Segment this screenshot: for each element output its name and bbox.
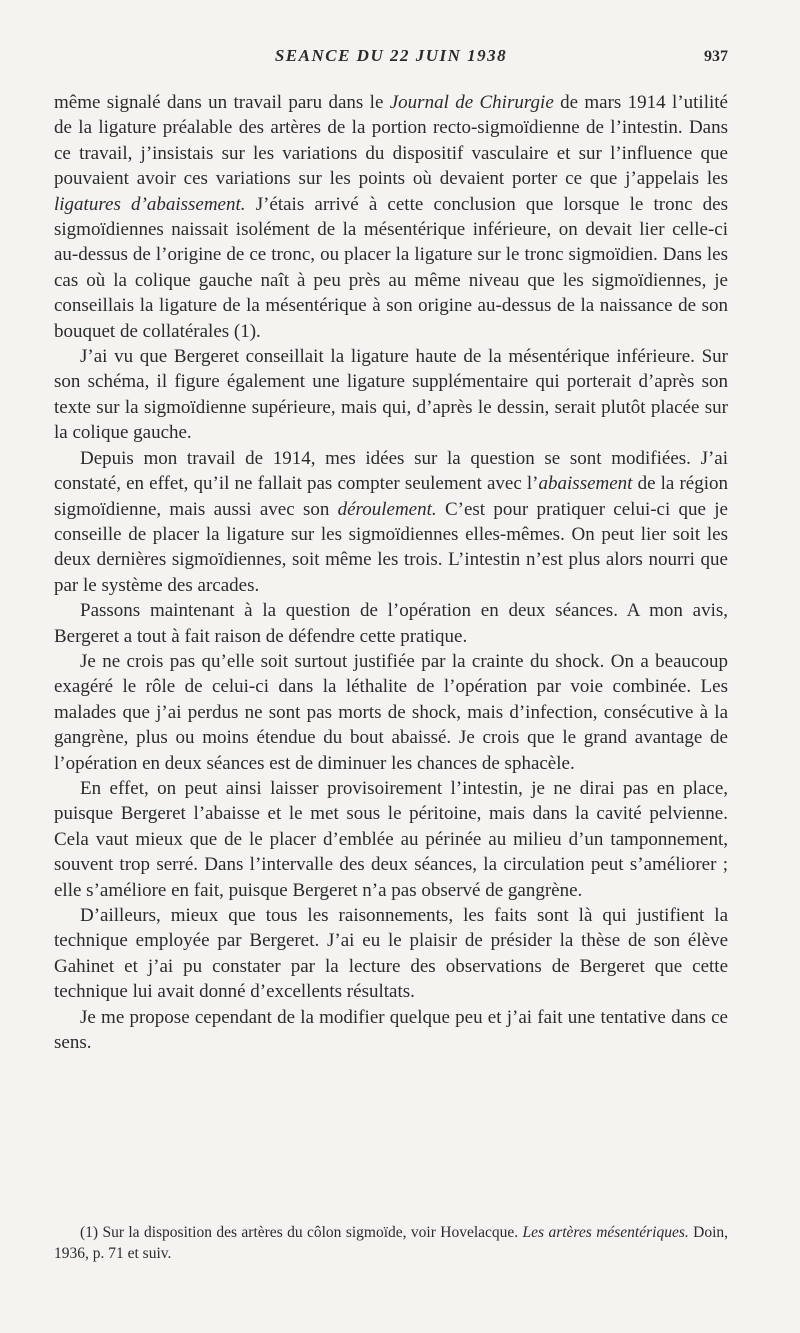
- journal-title: Journal de Chirurgie: [389, 92, 554, 113]
- running-head: SEANCE DU 22 JUIN 1938: [274, 46, 508, 65]
- emphasis-abaissement: abaissement: [538, 473, 633, 495]
- page-header: [54, 46, 728, 74]
- emphasis-deroulement: déroulement.: [337, 498, 437, 520]
- footnote-title: Les artères mésentériques.: [522, 1224, 689, 1241]
- paragraph-4: Passons maintenant à la question de l’opération en deux séances. A mon avis, Bergeret a tout à fait raison de défendre cette pratique.: [54, 600, 728, 647]
- paragraph-6: En effet, on peut ainsi laisser provisoirement l’intestin, je ne dirai pas en place, puisque Bergeret l’abaisse et le met sous le péritoine, mais dans la cavité pelvienne. Cela vaut mieux que de le placer d’emblée au périnée au milieu d’un tamponnement, souvent trop serré. Dans l’intervalle des deux séances, la circulation peut s’améliorer ; elle s’améliore en fait, puisque Bergeret n’a pas observé de gangrène.: [54, 777, 728, 901]
- footnote: (1) Sur la disposition des artères du côlon sigmoïde, voir Hovelacque. Les artères mésentériques. Doin, 1936, p. 71 et suiv.: [54, 1224, 728, 1262]
- paragraph-7: D’ailleurs, mieux que tous les raisonnements, les faits sont là qui justifient la technique employée par Bergeret. J’ai eu le plaisir de présider la thèse de son élève Gahinet et j’ai pu constater par la lecture des observations de Bergeret que cette technique lui avait donné d’excellents résultats.: [54, 905, 728, 1003]
- page-number: 937: [704, 48, 728, 65]
- paragraph-3: Depuis mon travail de 1914, mes idées sur la question se sont modifiées. J’ai constaté, en effet, qu’il ne fallait pas compter seulement avec l’abaissement de la région sigmoïdienne, mais aussi avec son déroulement. C’est pour pratiquer celui-ci que je conseille de placer la ligature sur les sigmoïdiennes elles-mêmes. On peut lier soit les deux dernières sigmoïdiennes, soit même les trois. L’intestin n’est plus alors nourri que par le système des arcades.: [54, 447, 729, 596]
- body-text: [54, 90, 728, 1055]
- paragraph-8: Je me propose cependant de la modifier quelque peu et j’ai fait une tentative dans ce sens.: [54, 1006, 728, 1054]
- paragraph-5: Je ne crois pas qu’elle soit surtout justifiée par la crainte du shock. On a beaucoup exagéré le rôle de celui-ci dans la léthalite de l’opération par voie combinée. Les malades que j’ai perdus ne sont pas morts de shock, mais d’infection, consécutive à la gangrène, plus ou moins étendue du bout abaissé. Je crois que le grand avantage de l’opération en deux séances est de diminuer les chances de sphacèle.: [54, 650, 728, 774]
- emphasis-ligatures: ligatures d’abaissement.: [54, 193, 246, 215]
- paragraph-1: même signalé dans un travail paru dans le Journal de Chirurgie de mars 1914 l’utilité de la ligature préalable des artères de la portion recto-sigmoïdienne de l’intestin. Dans ce travail, j’insistais sur les variations du dispositif vasculaire et sur l’influence que pouvaient avoir ces variations sur les points où devaient porter ce que j’appelais les ligatures d’abaissement. J’étais arrivé à cette conclusion que lorsque le tronc des sigmoïdiennes naissait isolément de la mésentérique inférieure, on devait lier celle-ci au-dessus de l’origine de ce tronc, ou placer la ligature sur le tronc sigmoïdien. Dans les cas où la colique gauche naît à peu près au même niveau que les sigmoïdiennes, je conseillais la ligature de la mésentérique à son origine au-dessus de la naissance de son bouquet de collatérales (1).: [54, 92, 728, 342]
- paragraph-2: J’ai vu que Bergeret conseillait la ligature haute de la mésentérique inférieure. Sur son schéma, il figure également une ligature supplémentaire qui porterait d’après son texte sur la sigmoïdienne supérieure, mais qui, d’après le dessin, serait plutôt placée sur la colique gauche.: [54, 346, 728, 444]
